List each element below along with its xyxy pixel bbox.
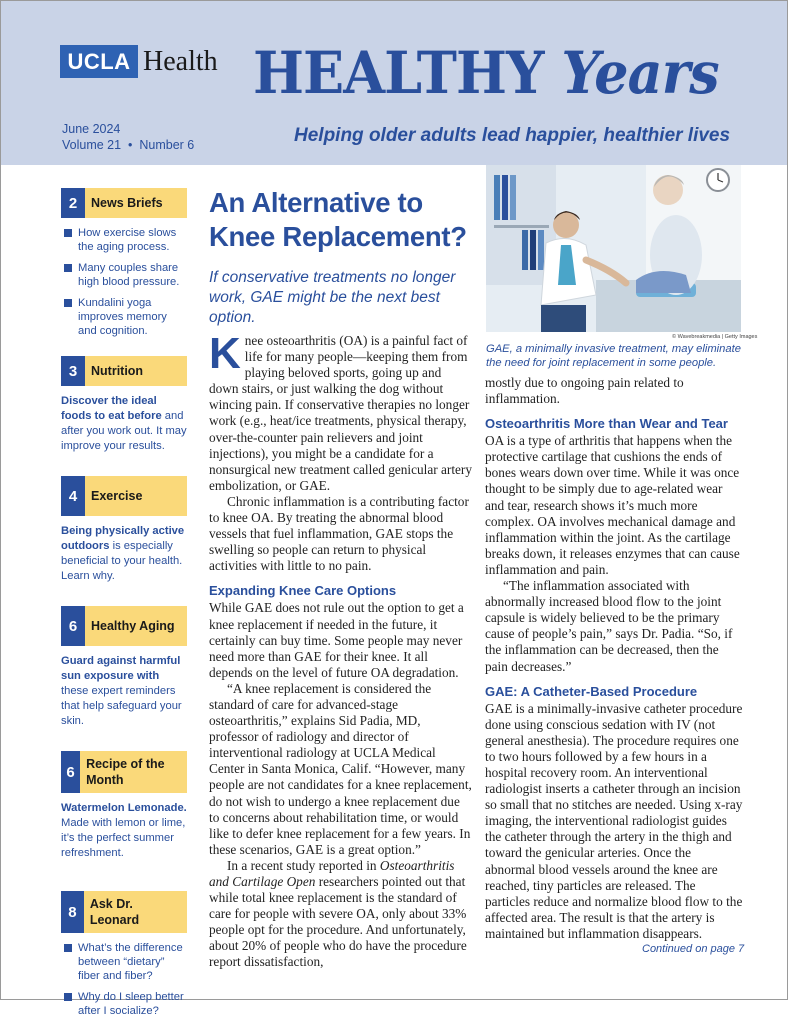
list-item: What’s the difference between “dietary” fiber and fiber? bbox=[61, 941, 187, 983]
doctor-patient-illustration bbox=[486, 165, 741, 332]
article-paragraph bbox=[209, 329, 473, 494]
journal-name: Osteoarthritis and Cartilage Open bbox=[209, 857, 455, 889]
ask-list bbox=[61, 941, 187, 1018]
tagline: Helping older adults lead happier, healthier lives bbox=[294, 125, 731, 146]
page-number-badge: 6 bbox=[61, 751, 80, 793]
article-paragraph: While GAE does not rule out the option to get a knee replacement if needed in the future, it certainly can buy time. Some people may never need more than GAE for their knee. It all depends on the level of future OA degradation. bbox=[209, 600, 464, 680]
teaser-rest: these expert reminders that help safeguard your skin. bbox=[61, 685, 182, 727]
page-number-badge: 8 bbox=[61, 891, 84, 933]
sidebar-teaser bbox=[61, 801, 187, 861]
title-healthy: HEALTHY bbox=[253, 39, 562, 107]
issue-number: Number 6 bbox=[139, 138, 195, 152]
sidebar-section-title: Exercise bbox=[91, 489, 143, 503]
sidebar-news-briefs[interactable] bbox=[61, 188, 187, 338]
ucla-logo[interactable]: UCLA bbox=[60, 45, 138, 78]
issue-date: June 2024 bbox=[62, 122, 121, 136]
issue-volume-number bbox=[62, 137, 194, 153]
sidebar-header bbox=[61, 356, 187, 386]
paragraph-text: researchers pointed out that while total knee replacement is the standard of care for people with severe OA, only about 33% people opt for the procedure. And unfortunately, about 20% of people who do have the procedure report dissatisfaction, bbox=[209, 874, 467, 970]
article-paragraph: Chronic inflammation is a contributing factor to knee OA. By treating the abnormal blood vessels that fuel inflammation, GAE stops the swelling so people can return to physical activities with little to no pain. bbox=[209, 493, 469, 574]
teaser-rest: and after you work out. It may improve your results. bbox=[61, 410, 187, 452]
masthead bbox=[1, 1, 787, 165]
sidebar-header bbox=[61, 891, 187, 933]
page-number-badge: 2 bbox=[61, 188, 85, 218]
sidebar-section-title: Recipe of the Month bbox=[86, 757, 165, 787]
sidebar-recipe[interactable] bbox=[61, 751, 187, 861]
sidebar-header bbox=[61, 606, 187, 646]
sidebar-teaser bbox=[61, 394, 187, 454]
teaser-bold: Watermelon Lemonade. bbox=[61, 802, 187, 814]
sidebar bbox=[61, 188, 187, 1025]
teaser-rest: Made with lemon or lime, it’s the perfect summer refreshment. bbox=[61, 817, 186, 859]
article-paragraph: mostly due to ongoing pain related to inflammation. bbox=[485, 375, 684, 407]
article-deck: If conservative treatments no longer work, GAE might be the next best option. bbox=[209, 269, 456, 326]
newsletter-title bbox=[253, 37, 719, 109]
sidebar-nutrition[interactable] bbox=[61, 356, 187, 454]
page-number-badge: 6 bbox=[61, 606, 85, 646]
page-number-badge: 3 bbox=[61, 356, 85, 386]
health-logo-text: Health bbox=[143, 46, 218, 77]
paragraph-text: nee osteoarthritis (OA) is a painful fact of life for many people—keeping them from playing beloved sports, going up and down stairs, or just walking the dog without wincing pain. If conservative therapies no longer work (e.g., heat/ice treatments, physical therapy, over-the-counter pain relievers and joint injections), you might be a candidate for a nonsurgical new treatment called genicular artery embolization, or GAE. bbox=[209, 333, 472, 493]
sidebar-teaser bbox=[61, 654, 187, 729]
list-item: Why do I sleep better after I socialize? bbox=[61, 990, 187, 1018]
list-item: Kundalini yoga improves memory and cognition. bbox=[61, 296, 187, 338]
sidebar-healthy-aging[interactable] bbox=[61, 606, 187, 729]
sidebar-header bbox=[61, 188, 187, 218]
sidebar-header bbox=[61, 751, 187, 793]
page-number-badge: 4 bbox=[61, 476, 85, 516]
paragraph-text: In a recent study reported in bbox=[227, 857, 380, 873]
article-paragraph: OA is a type of arthritis that happens when the protective cartilage that cushions the ends of bones wears down over time. While it was once thought to be simply due to age-related wear and tear, research shows it’s much more complex. OA involves mechanical damage and inflammation within the joint. As the cartilage breaks down, it releases enzymes that can cause inflammation and pain. bbox=[485, 433, 740, 577]
teaser-bold: Guard against harmful sun exposure with bbox=[61, 655, 181, 682]
sidebar-header bbox=[61, 476, 187, 516]
sidebar-section-title: Healthy Aging bbox=[91, 619, 175, 633]
photo-caption: GAE, a minimally invasive treatment, may eliminate the need for joint replacement in some people. bbox=[486, 343, 741, 369]
news-briefs-list bbox=[61, 226, 187, 338]
sidebar-section-title: Ask Dr. Leonard bbox=[89, 897, 140, 927]
article-subhead: Osteoarthritis More than Wear and Tear bbox=[485, 416, 728, 432]
article-headline: An Alternative to Knee Replacement? bbox=[209, 187, 467, 252]
sidebar-section-title: News Briefs bbox=[91, 196, 163, 210]
issue-bullet: • bbox=[128, 138, 133, 152]
sidebar-section-title: Nutrition bbox=[91, 364, 144, 378]
title-years: Years bbox=[561, 39, 719, 107]
teaser-bold: Discover the ideal foods to eat before bbox=[61, 395, 162, 422]
article-paragraph: “A knee replacement is considered the standard of care for advanced-stage osteoarthritis,” explains Sid Padia, MD, professor of radiology and director of interventional radiology at UCLA Medical Center in Santa Monica, Calif. “However, many people are not candidates for a knee replacement, do not wish to undergo a knee replacement due to concerns about rehabilitation time, or would like to defer knee replacement for a few years. In these scenarios, GAE is a great option.” bbox=[209, 680, 472, 857]
drop-cap: K bbox=[209, 329, 241, 378]
issue-volume: Volume 21 bbox=[62, 138, 122, 152]
photo-credit: © Wavebreakmedia | Getty Images bbox=[672, 334, 758, 340]
article-paragraph: “The inflammation associated with abnormally increased blood flow to the joint capsule is widely believed to be the primary cause of people’s pain,” says Dr. Padia. “So, if the inflammation can be decreased, then the pain decreases.” bbox=[485, 578, 733, 674]
issue-info bbox=[62, 121, 194, 153]
list-item: How exercise slows the aging process. bbox=[61, 226, 187, 254]
article-column-2 bbox=[485, 375, 743, 942]
article-photo bbox=[486, 165, 741, 332]
teaser-bold: Being physically active outdoors bbox=[61, 525, 185, 552]
continued-link[interactable]: Continued on page 7 bbox=[642, 943, 745, 955]
sidebar-exercise[interactable] bbox=[61, 476, 187, 584]
sidebar-teaser bbox=[61, 524, 187, 584]
teaser-rest: is especially beneficial to your health. Learn why. bbox=[61, 540, 183, 582]
article-subhead: Expanding Knee Care Options bbox=[209, 583, 397, 599]
sidebar-ask-dr-leonard[interactable] bbox=[61, 891, 187, 1018]
list-item: Many couples share high blood pressure. bbox=[61, 261, 187, 289]
article-column-1 bbox=[209, 329, 473, 971]
article-paragraph bbox=[209, 858, 473, 971]
article-paragraph: GAE is a minimally-invasive catheter procedure done using conscious sedation with IV (not general anesthesia). The procedure requires one to two hours followed by a few hours in a hospital recovery room. An interventional radiologist inserts a catheter through an incision so small that no stitches are needed. Using x-ray imaging, the interventional radiologist guides the catheter through the artery in the thigh and toward the genicular arteries. Once the abnormal blood vessels around the knee are reached, tiny particles are released. The particles reduce and normalize blood flow to the affected area. The result is that the artery is maintained but inflammation disappears. bbox=[485, 700, 743, 941]
article-subhead: GAE: A Catheter-Based Procedure bbox=[485, 683, 698, 699]
